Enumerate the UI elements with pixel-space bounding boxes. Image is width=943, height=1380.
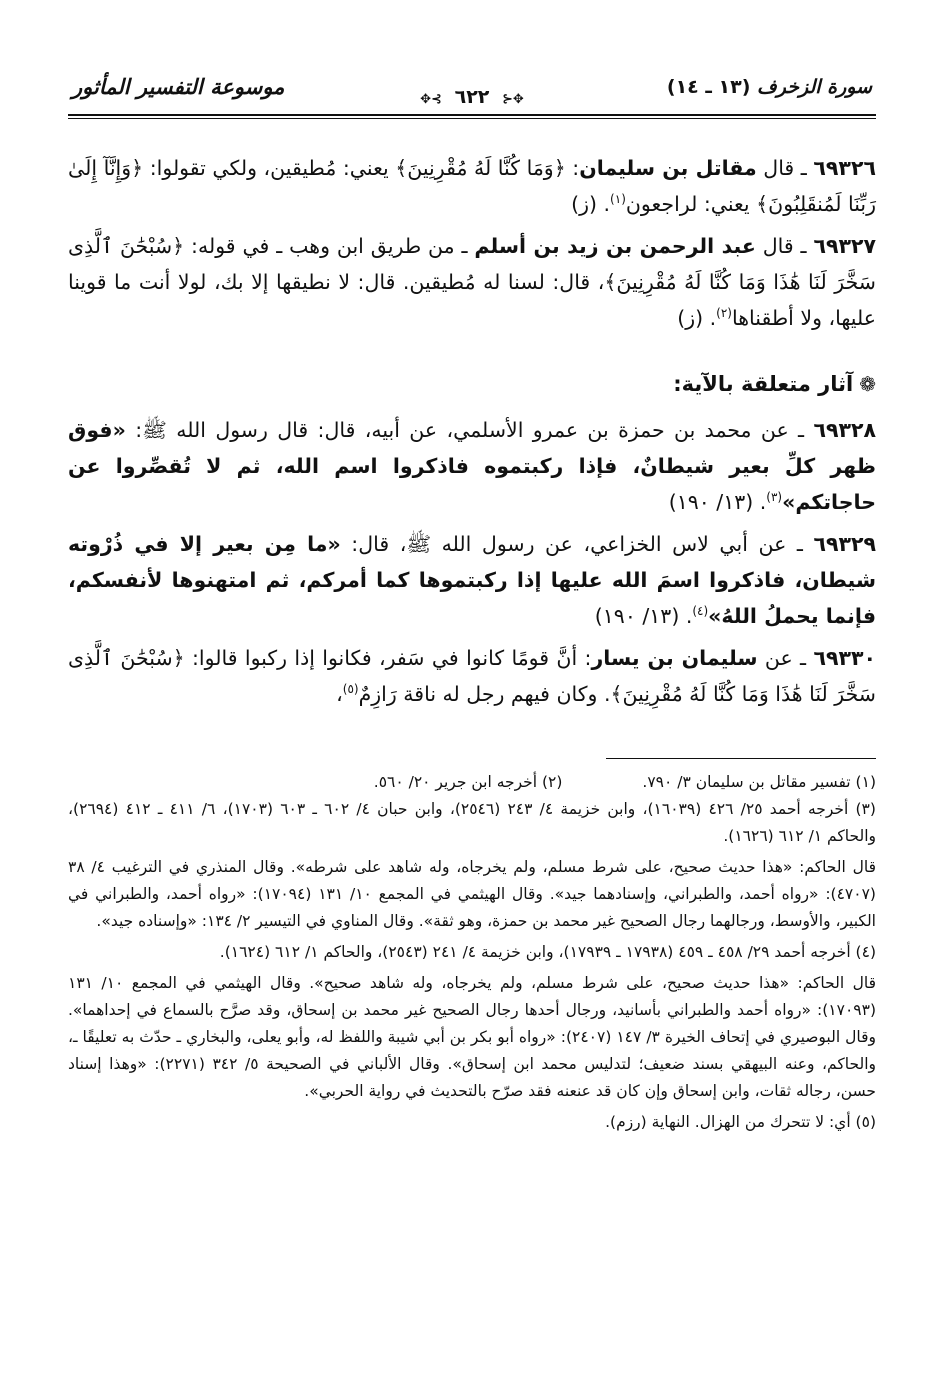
quran-verse: ﴿سُبْحَٰنَ ٱلَّذِى سَخَّرَ لَنَا هَٰذَا وَمَا كُنَّا لَهُ مُقْرِنِينَ﴾ [68, 234, 876, 294]
entry-text: ، قال: لسنا له مُطيقين. قال: لا نطيقها إلا بك، لولا أنت ما قوينا عليها، ولا أطقناها [68, 270, 876, 330]
footnote-5: (٥) أي: لا تتحرك من الهزال. النهاية (رزم). [605, 1113, 876, 1131]
page-header [68, 62, 876, 120]
verse-range: (١٣ ـ ١٤) [666, 76, 751, 98]
entry-text: ـ قال [756, 156, 814, 180]
sura-name: سورة الزخرف [757, 76, 872, 98]
quran-verse: ﴿وَمَا كُنَّا لَهُ مُقْرِنِينَ﴾ [395, 156, 566, 180]
footnote-2: (٢) أخرجه ابن جرير ٢٠/ ٥٦٠. [373, 773, 563, 791]
hadith-text: «ما مِن بعير إلا في ذُرْوته شيطان، فاذكروا اسمَ الله عليها إذا ركبتموها كما أمركم، ثم امتهنوها لأنفسكم، فإنما يحملُ اللهُ» [68, 532, 876, 628]
footnote-ref: (٥) [342, 682, 359, 697]
entry-text: ـ عن [757, 646, 814, 670]
entry-text: . وكان فيهم رجل له ناقة رَازِمٌ [358, 682, 611, 706]
footnote-4-commentary: قال الحاكم: «هذا حديث صحيح، على شرط مسلم، ولم يخرجاه، وله شاهد صحيح». وقال الهيثمي في المجمع ١٠/ ١٣١ (١٧٠٩٣): «رواه أحمد والطبراني بأسانيد، ورجال أحدها رجال الصحيح غير محمد بن إسحاق، وقد صرَّح بالسماع في إحداهما». وقال البوصيري في إتحاف الخيرة ٣/ ١٤٧ (٢٤٠٧): «رواه أبو بكر بن أبي شيبة واللفظ له، وأبو يعلى، والبخاري ـ حدّث به تعليقًا ـ، والحاكم، وعنه البيهقي بسند ضعيف؛ لتدليس محمد ابن إسحاق». وقال الألباني في الصحيحة ٥/ ٣٤٢ (٢٢٧١): «وهذا إسناد حسن، رجاله ثقات، وابن إسحاق وإن كان قد عنعنه فقد صرّح بالتحديث في رواية الحربي». [68, 974, 876, 1100]
entry-number: ٦٩٣٢٨ [813, 418, 876, 442]
page-number: ٦٢٢ [454, 86, 490, 108]
main-text [68, 150, 876, 712]
entry-number: ٦٩٣٢٧ [813, 234, 876, 258]
section-title-text: آثار متعلقة بالآية: [673, 372, 854, 396]
entry-text: ـ قال [755, 234, 814, 258]
footnote-1: (١) تفسير مقاتل بن سليمان ٣/ ٧٩٠. [642, 773, 876, 791]
narrator-name: عبد الرحمن بن زيد بن أسلم [474, 234, 756, 258]
header-rule [68, 114, 876, 116]
entry-text: ـ عن أبي لاس الخزاعي، عن رسول الله ﷺ، قال: [340, 532, 814, 556]
footnote-4: (٤) أخرجه أحمد ٢٩/ ٤٥٨ ـ ٤٥٩ (١٧٩٣٨ ـ ١٧٩٣٩)، وابن خزيمة ٤/ ٢٤١ (٢٥٤٣)، والحاكم ١/ ٦١٢ (١٦٢٤). [219, 943, 876, 961]
hadith-entry [68, 412, 876, 520]
footnote-separator [606, 758, 876, 759]
entry-text: : [565, 156, 580, 180]
book-page [68, 62, 876, 1140]
footnote-3: (٣) أخرجه أحمد ٢٥/ ٤٢٦ (١٦٠٣٩)، وابن خزيمة ٤/ ٢٤٣ (٢٥٤٦)، وابن حبان ٤/ ٦٠٢ ـ ٦٠٣ (١٧٠٣)، ٦/ ٤١١ ـ ٤١٢ (٢٦٩٤)، والحاكم ١/ ٦١٢ (١٦٢٦). [68, 800, 876, 845]
entry-text: يعني: مُطيقين، ولكي تقولوا: [143, 156, 396, 180]
athar-entry [68, 228, 876, 336]
section-title [68, 366, 876, 402]
volume-ref: . (١٣/ ١٩٠) [668, 490, 767, 514]
entry-text: يعني: لراجعون [625, 192, 757, 216]
footnote-row [68, 769, 876, 796]
header-rule-thin [68, 118, 876, 119]
volume-ref: . (١٣/ ١٩٠) [594, 604, 693, 628]
entry-number: ٦٩٣٢٦ [813, 156, 876, 180]
ornament-icon: ⊱✥ [420, 92, 442, 107]
entry-text: ـ من طريق ابن وهب ـ في قوله: [184, 234, 475, 258]
book-title: موسوعة التفسير المأثور [72, 74, 285, 99]
entry-text: ـ عن محمد بن حمزة بن عمرو الأسلمي، عن أبيه، قال: قال رسول الله ﷺ: [125, 418, 814, 442]
hadith-entry [68, 526, 876, 634]
entry-number: ٦٩٣٣٠ [813, 646, 876, 670]
athar-entry [68, 150, 876, 222]
footnote-ref: (٢) [716, 306, 732, 321]
footnote-3-commentary: قال الحاكم: «هذا حديث صحيح، على شرط مسلم، ولم يخرجاه، وله شاهد على شرطه». وقال المنذري في الترغيب ٤/ ٣٨ (٤٧٠٧): «رواه أحمد، والطبراني، وإسنادهما جيد». وقال الهيثمي في المجمع ١٠/ ١٣١ (١٧٠٩٤): «رواه أحمد، والطبراني في الكبير، والأوسط، ورجالهما رجال الصحيح غير محمد بن حمزة، وهو ثقة». وقال المناوي في التيسير ٢/ ١٣٤: «وإسناده جيد». [68, 858, 876, 930]
entry-text: : أنَّ قومًا كانوا في سَفر، فكانوا إذا ركبوا قالوا: [184, 646, 592, 670]
entry-text: . (ز) [677, 306, 717, 330]
quran-verse: ﴿سُبْحَٰنَ ٱلَّذِى سَخَّرَ لَنَا هَٰذَا وَمَا كُنَّا لَهُ مُقْرِنِينَ﴾ [68, 646, 876, 706]
entry-number: ٦٩٣٢٩ [813, 532, 876, 556]
flower-ornament-icon: ❁ [859, 372, 876, 396]
footnotes [68, 769, 876, 1136]
ornament-icon: ✥⊰ [502, 92, 524, 107]
quran-verse: ﴿وَإِنَّآ إِلَىٰ رَبِّنَا لَمُنقَلِبُونَ﴾ [68, 156, 876, 216]
footnote-ref: (٣) [766, 490, 783, 505]
athar-entry [68, 640, 876, 712]
entry-text: . (ز) [571, 192, 611, 216]
narrator-name: سليمان بن يسار [591, 646, 758, 670]
footnote-ref: (٤) [692, 604, 709, 619]
footnote-ref: (١) [610, 192, 626, 207]
entry-text: ، [336, 682, 343, 706]
hadith-text: «فوق ظهر كلِّ بعير شيطانٌ، فإذا ركبتموه فاذكروا اسم الله، ثم لا تُقصِّروا عن حاجاتكم» [68, 418, 876, 514]
narrator-name: مقاتل بن سليمان [579, 156, 757, 180]
